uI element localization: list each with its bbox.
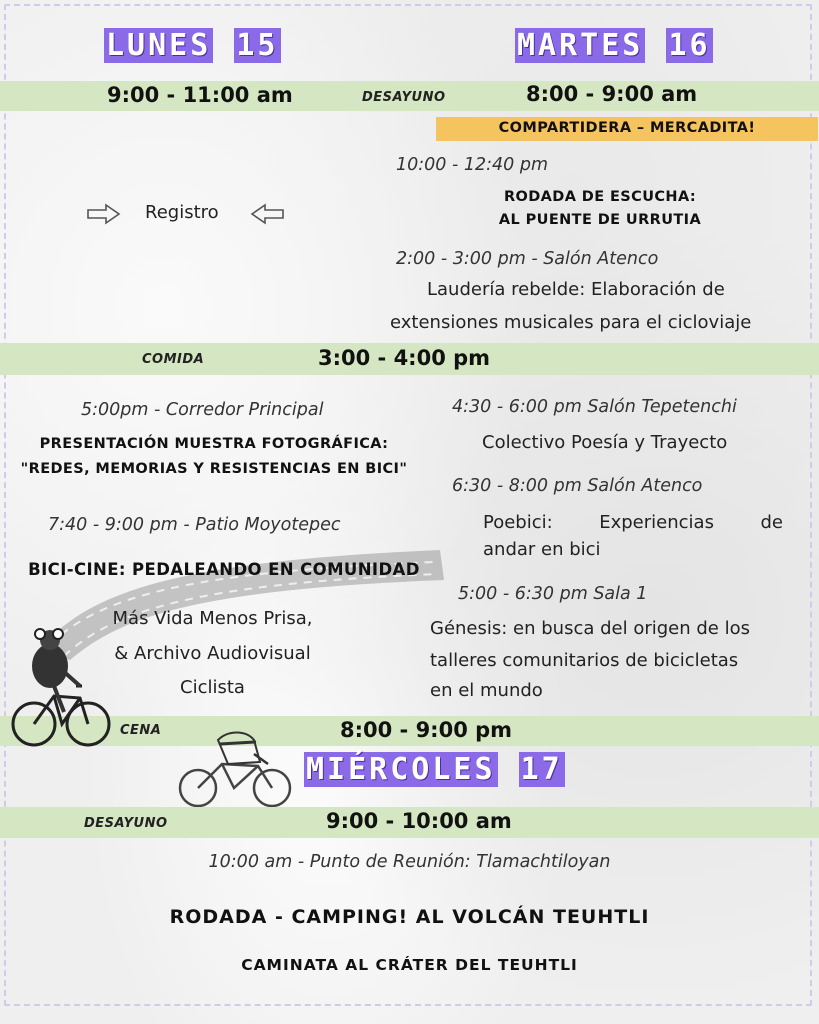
expo-title-line2: "REDES, MEMORIAS Y RESISTENCIAS EN BICI" <box>20 461 408 477</box>
breakfast-label: DESAYUNO <box>362 90 446 105</box>
poesia-title: Colectivo Poesía y Trayecto <box>482 432 728 453</box>
registro-label: Registro <box>145 202 219 223</box>
meet-time: 10:00 am - Punto de Reunión: Tlamachtiloyan <box>208 852 611 872</box>
cine-time: 7:40 - 9:00 pm - Patio Moyotepec <box>48 515 341 535</box>
lauderia-time: 2:00 - 3:00 pm - Salón Atenco <box>396 249 659 269</box>
expo-title-line1: PRESENTACIÓN MUESTRA FOTOGRÁFICA: <box>39 436 389 452</box>
lunch-label: COMIDA <box>142 352 205 367</box>
monday-breakfast-time: 9:00 - 11:00 am <box>107 83 293 107</box>
genesis-line1: Génesis: en busca del origen de los <box>430 618 750 639</box>
cine-line3: Ciclista <box>180 677 245 698</box>
poebici-line1: Poebici: Experiencias de <box>483 512 783 533</box>
tuesday-title-number: 16 <box>668 28 711 63</box>
ride-time: 10:00 - 12:40 pm <box>396 155 549 175</box>
cine-title: BICI-CINE: PEDALEANDO EN COMUNIDAD <box>28 560 420 579</box>
lauderia-line2: extensiones musicales para el cicloviaje <box>390 312 752 333</box>
dinner-label: CENA <box>120 723 162 738</box>
ride-title-line1: RODADA DE ESCUCHA: <box>503 189 697 205</box>
camping-title: RODADA - CAMPING! AL VOLCÁN TEUHTLI <box>169 906 650 928</box>
lunch-time: 3:00 - 4:00 pm <box>318 346 491 370</box>
genesis-time: 5:00 - 6:30 pm Sala 1 <box>458 584 648 604</box>
arrow-left-icon <box>249 203 285 229</box>
poebici-line2: andar en bici <box>483 539 601 560</box>
poebici-time: 6:30 - 8:00 pm Salón Atenco <box>452 476 703 496</box>
tuesday-breakfast-time: 8:00 - 9:00 am <box>526 82 698 106</box>
lauderia-line1: Laudería rebelde: Elaboración de <box>427 279 725 300</box>
cyclist-icon <box>10 626 114 754</box>
hike-title: CAMINATA AL CRÁTER DEL TEUHTLI <box>241 956 578 974</box>
wednesday-title <box>304 752 565 787</box>
arrow-right-icon <box>86 203 122 229</box>
expo-time: 5:00pm - Corredor Principal <box>81 400 324 420</box>
monday-title-number: 15 <box>236 28 279 63</box>
ride-title-line2: AL PUENTE DE URRUTIA <box>498 212 702 228</box>
cyclist-icon <box>168 728 300 812</box>
cine-line2: & Archivo Audiovisual <box>114 643 311 664</box>
wednesday-title-number: 17 <box>520 752 563 787</box>
market-title: COMPARTIDERA – MERCADITA! <box>498 120 756 136</box>
genesis-line2: talleres comunitarios de bicicletas <box>430 650 739 671</box>
wednesday-breakfast-label: DESAYUNO <box>84 816 168 831</box>
genesis-line3: en el mundo <box>430 680 543 701</box>
tuesday-title <box>515 28 713 63</box>
poesia-time: 4:30 - 6:00 pm Salón Tepetenchi <box>452 397 737 417</box>
tuesday-title-word: MARTES <box>517 28 644 63</box>
cine-line1: Más Vida Menos Prisa, <box>112 608 313 629</box>
monday-title-word: LUNES <box>106 28 212 63</box>
monday-title <box>104 28 281 63</box>
dinner-time: 8:00 - 9:00 pm <box>340 718 513 742</box>
wednesday-title-word: MIÉRCOLES <box>306 752 496 787</box>
wednesday-breakfast-time: 9:00 - 10:00 am <box>326 809 512 833</box>
